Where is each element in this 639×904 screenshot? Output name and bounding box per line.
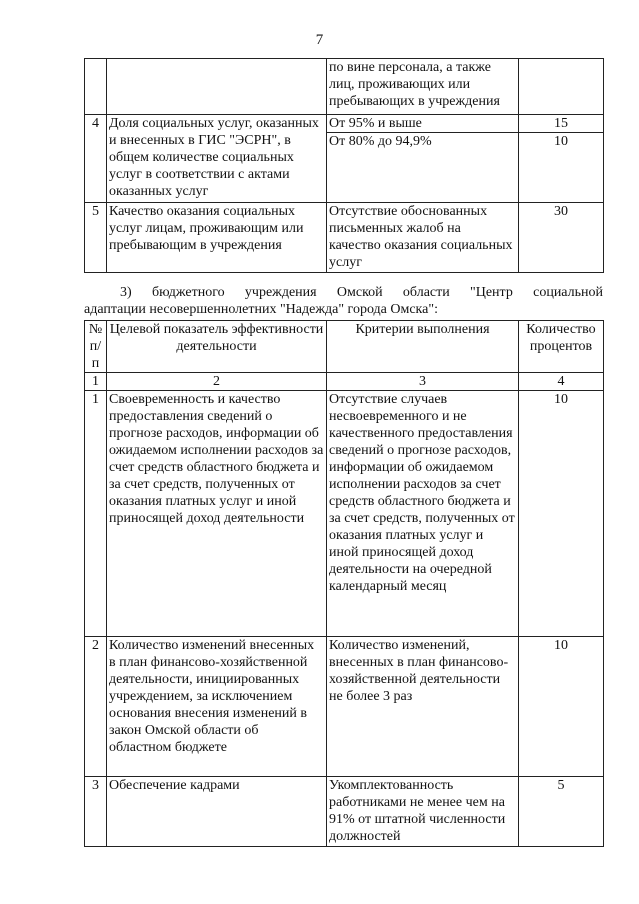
indicator-cell: Обеспечение кадрами [107,777,327,847]
table-header-row [85,321,604,373]
table-row [85,391,604,637]
header-criteria: Критерии выполнения [327,321,519,373]
row-number: 1 [85,391,107,637]
criteria-cell: Отсутствие обоснованных письменных жалоб на качество оказания социальных услуг [327,203,519,273]
row-number: 4 [85,115,107,203]
page-number: 7 [315,32,324,48]
row-number [85,59,107,115]
column-number-row [85,373,604,391]
header-percent: Количество процентов [519,321,604,373]
indicator-cell: Своевременность и качество предоставления сведений о прогнозе расходов, информации об ожидаемом исполнении расходов за счет средств областного бюджета и за счет средств, полученных от оказания платных услуг и иной приносящей доход деятельности [107,391,327,637]
table-row [85,637,604,777]
percent-cell: 10 [519,391,604,637]
row-number: 5 [85,203,107,273]
percent-cell: 5 [519,777,604,847]
percent-cell: 15 [519,115,604,133]
percent-cell: 30 [519,203,604,273]
criteria-table [84,320,604,847]
paragraph-line: адаптации несовершеннолетних "Надежда" города Омска": [84,302,438,317]
criteria-cell: Количество изменений, внесенных в план финансово-хозяйственной деятельности не более 3 раз [327,637,519,777]
table-row [85,777,604,847]
criteria-cell: От 80% до 94,9% [327,133,519,203]
paragraph-line: 3) бюджетного учреждения Омской области "Центр социальной [120,285,603,300]
criteria-cell: Укомплектованность работниками не менее чем на 91% от штатной численности должностей [327,777,519,847]
criteria-table-continued [84,58,604,273]
indicator-cell: Количество изменений внесенных в план финансово-хозяйственной деятельности, инициированных учреждением, за исключением основания внесения изменений в закон Омской области об областном бюджете [107,637,327,777]
table-row [85,59,604,115]
column-number: 1 [85,373,107,391]
criteria-cell: по вине персонала, а также лиц, проживающих или пребывающих в учреждения [327,59,519,115]
criteria-cell: Отсутствие случаев несвоевременного и не качественного предоставления сведений о прогнозе расходов, информации об ожидаемом исполнении расходов за счет средств областного бюджета и за счет средств, полученных от оказания платных услуг и иной приносящей доход деятельности на очередной календарный месяц [327,391,519,637]
table-row [85,203,604,273]
indicator-cell: Доля социальных услуг, оказанных и внесенных в ГИС "ЭСРН", в общем количестве социальных услуг в соответствии с актами оказанных услуг [107,115,327,203]
column-number: 3 [327,373,519,391]
column-number: 2 [107,373,327,391]
header-num: № п/п [85,321,107,373]
column-number: 4 [519,373,604,391]
row-number: 2 [85,637,107,777]
row-number: 3 [85,777,107,847]
percent-cell [519,59,604,115]
section-paragraph [84,284,603,318]
criteria-cell: От 95% и выше [327,115,519,133]
percent-cell: 10 [519,133,604,203]
indicator-cell: Качество оказания социальных услуг лицам, проживающим или пребывающим в учреждения [107,203,327,273]
percent-cell: 10 [519,637,604,777]
indicator-cell [107,59,327,115]
table-row [85,115,604,133]
header-indicator: Целевой показатель эффективности деятельности [107,321,327,373]
